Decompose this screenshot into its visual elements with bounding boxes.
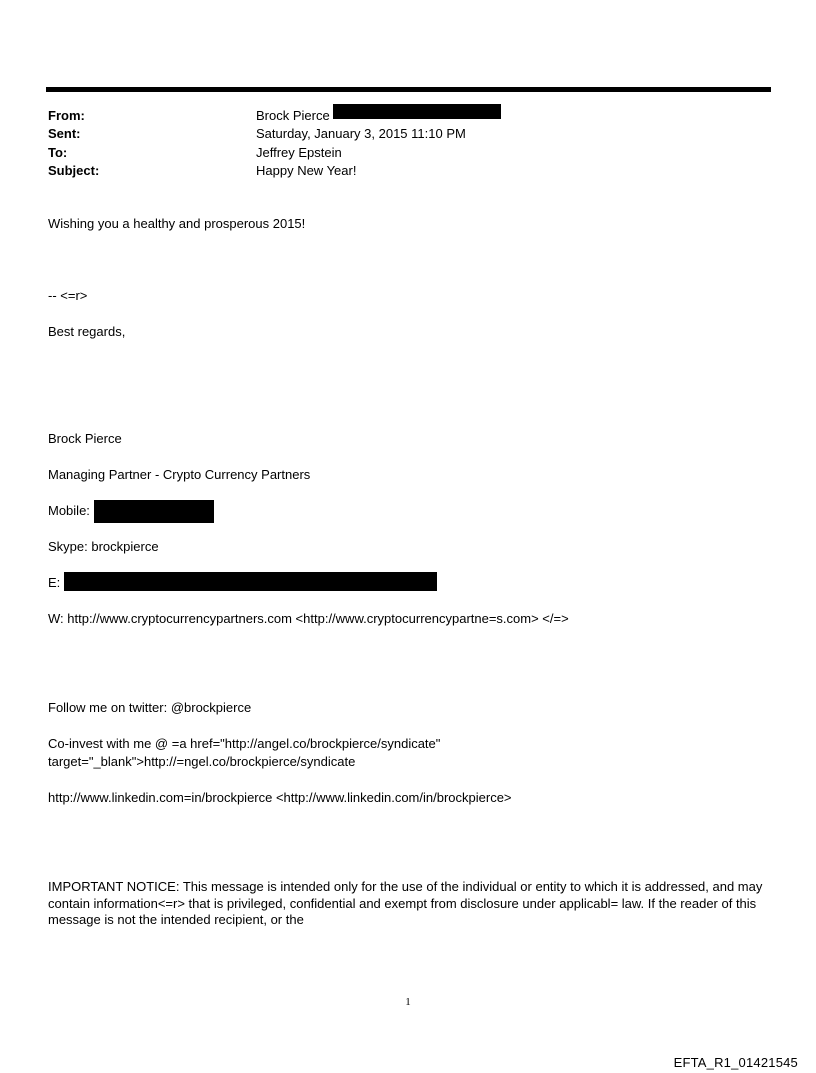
signature-website[interactable]: W: http://www.cryptocurrencypartners.com <http://www.cryptocurrencypartne=s.com> </=> (48, 611, 569, 626)
from-value: Brock Pierce (256, 108, 330, 123)
sent-label: Sent: (48, 126, 81, 141)
redaction-from-email (333, 104, 501, 119)
signature-title: Managing Partner - Crypto Currency Partners (48, 467, 311, 482)
to-value: Jeffrey Epstein (256, 145, 342, 160)
signature-email-label: E: (48, 575, 61, 590)
sent-value: Saturday, January 3, 2015 11:10 PM (256, 126, 466, 141)
important-notice: IMPORTANT NOTICE: This message is intended only for the use of the individual or entity to which it is addressed, and may contain information<=r> that is privileged, confidential and exempt from disclosure under applicabl= law. If the reader of this message is not the intended recipient, or the (48, 879, 763, 927)
twitter-line: Follow me on twitter: @brockpierce (48, 700, 252, 715)
from-label: From: (48, 108, 85, 123)
coinvest-line-1[interactable]: Co-invest with me @ =a href="http://angel.co/brockpierce/syndicate" (48, 736, 441, 751)
subject-label: Subject: (48, 163, 100, 178)
signature-skype: Skype: brockpierce (48, 539, 159, 554)
signature-mobile-label: Mobile: (48, 503, 90, 518)
linkedin-line[interactable]: http://www.linkedin.com=in/brockpierce <http://www.linkedin.com/in/brockpierce> (48, 790, 512, 805)
redaction-mobile (94, 500, 214, 523)
header-rule (46, 87, 771, 92)
coinvest-line-2[interactable]: target="_blank">http://=ngel.co/brockpierce/syndicate (48, 754, 356, 769)
redaction-email (64, 572, 437, 591)
closing-text: Best regards, (48, 324, 126, 339)
signature-name: Brock Pierce (48, 431, 122, 446)
signature-separator: -- <=r> (48, 288, 88, 303)
subject-value: Happy New Year! (256, 163, 357, 178)
to-label: To: (48, 145, 68, 160)
greeting-text: Wishing you a healthy and prosperous 2015! (48, 216, 306, 231)
document-id: EFTA_R1_01421545 (673, 1055, 798, 1070)
page-number: 1 (405, 996, 411, 1008)
